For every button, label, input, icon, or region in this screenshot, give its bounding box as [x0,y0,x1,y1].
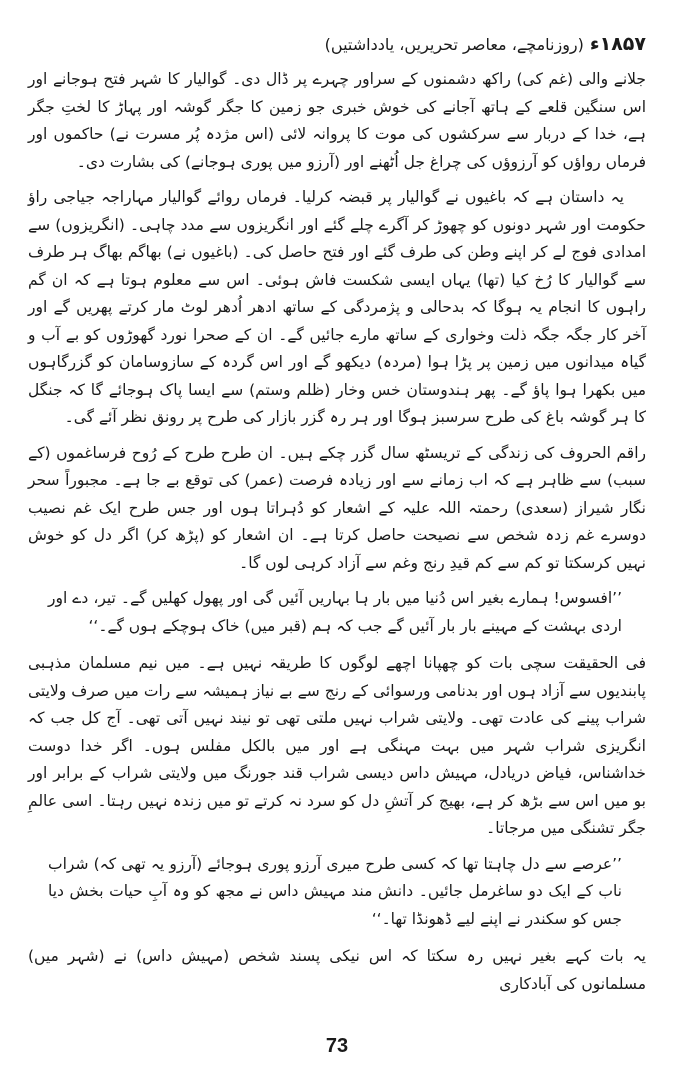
running-header [28,22,646,66]
header-subtitle: (روزنامچے، معاصر تحریریں، یادداشتیں) [324,34,584,54]
quote-2: ’’عرصے سے دل چاہتا تھا کہ کسی طرح میری آرزو پوری ہوجائے (آرزو یہ تھی کہ) شراب ناب کے ایک دو ساغرمل جائیں۔ دانش مند مہیش داس نے مجھ کو وہ آبِ حیات بخش دیا جس کو سکندر نے اپنے لیے ڈھونڈا تھا۔‘‘ [48,854,622,928]
paragraph-3: راقم الحروف کی زندگی کے تریسٹھ سال گزر چکے ہیں۔ ان طرح طرح کے رُوح فرساغموں (کے سبب) سے ظاہر ہے کہ اب زمانے سے اور زیادہ فرصت (عمر) کی توقع بے جا ہے۔ مجبوراً سحر نگار شیراز (سعدی) رحمتہ اللہ علیہ کے اشعار کو دُہراتا ہوں اور جس طرح ایک غم نصیب دوسرے غم زدہ شخص سے نصیحت حاصل کرتا ہے۔ ان اشعار کو (پڑھ کر) اگر دل کو خوش نہیں کرسکتا تو کم سے کم قیدِ رنج وغم سے آزاد کرہی لوں گا۔ [28,443,646,572]
page-number: 73 [325,1035,349,1057]
paragraph-1: جلانے والی (غم کی) راکھ دشمنوں کے سراور چہرے پر ڈال دی۔ گوالیار کا شہر فتح ہوجانے اور اس سنگین قلعے کے ہاتھ آجانے کی خوش خبری جو زمین کا جگر گوشہ اور پہاڑ کا لختِ جگر ہے، خدا کے دربار سے سرکشوں کی موت کا پروانہ لائی (اس مژدہ پُر مسرت نے) حاکموں اور فرماں رواؤں کو آرزوؤں کی چراغ جل اُٹھنے اور (آرزو میں پوری ہوجانے) کی بشارت دی۔ [28,70,646,171]
paragraph-4: فی الحقیقت سچی بات کو چھپانا اچھے لوگوں کا طریقہ نہیں ہے۔ میں نیم مسلمان مذہبی پابندیوں سے آزاد ہوں اور بدنامی ورسوائی کے رنج سے بے نیاز ہمیشہ سے رات میں صرف ولایتی شراب پینے کی عادت تھی۔ ولایتی شراب نہیں ملتی تھی تو نیند نہیں آتی تھی۔ آج کل جب کہ انگریزی شراب شہر میں بہت مہنگی ہے اور میں بالکل مفلس ہوں۔ اگر خدا دوست خداشناس، فیاض دریادل، مہیش داس دیسی شراب قند جورنگ میں ولایتی شراب کے برابر اور بو میں اس سے بڑھ کر ہے، بھیج کر آتشِ دل کو سرد نہ کرتے تو میں زندہ نہیں رہتا۔ اسی عالمِ جگر تشنگی میں مرجاتا۔ [28,654,646,837]
paragraph-2: یہ داستان ہے کہ باغیوں نے گوالیار پر قبضہ کرلیا۔ فرماں روائے گوالیار مہاراجہ جیاجی راؤ حکومت اور شہر دونوں کو چھوڑ کر آگرے چلے گئے اور انگریزوں سے مدد چاہی۔ (انگریزوں) سے امدادی فوج لے کر اپنے وطن کی طرف گئے اور فتح حاصل کی۔ (باغیوں نے) بھاگم بھاگ ہر طرف سے گوالیار کا رُخ کیا (تھا) یہاں ایسی شکست فاش ہوئی۔ اس سے معلوم ہوتا ہے کہ ان گم راہوں کا انجام یہ ہوگا کہ بدحالی و پژمردگی کے ساتھ ادھر اُدھر لوٹ مار کرتے پھریں گے اور آخر کار جگہ جگہ ذلت وخواری کے ساتھ مارے جائیں گے۔ ان کے صحرا نورد گھوڑوں کو بے آب و گیاہ میدانوں میں زمین پر پڑا ہوا (مردہ) دیکھو گے اور اس گردہ کے سازوسامان کو گزرگاہوں میں بکھرا ہوا پاؤ گے۔ پھر ہندوستان خس وخار (ظلم وستم) سے ایسا پاک ہوجائے گا کہ جنگل کا ہر گوشہ باغ کی طرح سرسبز ہوگا اور ہر رہ گزر بازار کی طرح پر رونق نظر آئے گی۔ [28,188,646,426]
quote-1: ’’افسوس! ہمارے بغیر اس دُنیا میں بار ہا بہاریں آئیں گی اور پھول کھلیں گے۔ تیر، دے اور اردی بہشت کے مہینے بار بار آئیں گے جب کہ ہم (قبر میں) خاک ہوچکے ہوں گے۔‘‘ [48,589,622,635]
header-year: ۱۸۵۷ء [589,33,646,55]
paragraph-5: یہ بات کہے بغیر نہیں رہ سکتا کہ اس نیکی پسند شخص (مہیش داس) نے (شہر میں) مسلمانوں کی آبادکاری [28,947,646,993]
